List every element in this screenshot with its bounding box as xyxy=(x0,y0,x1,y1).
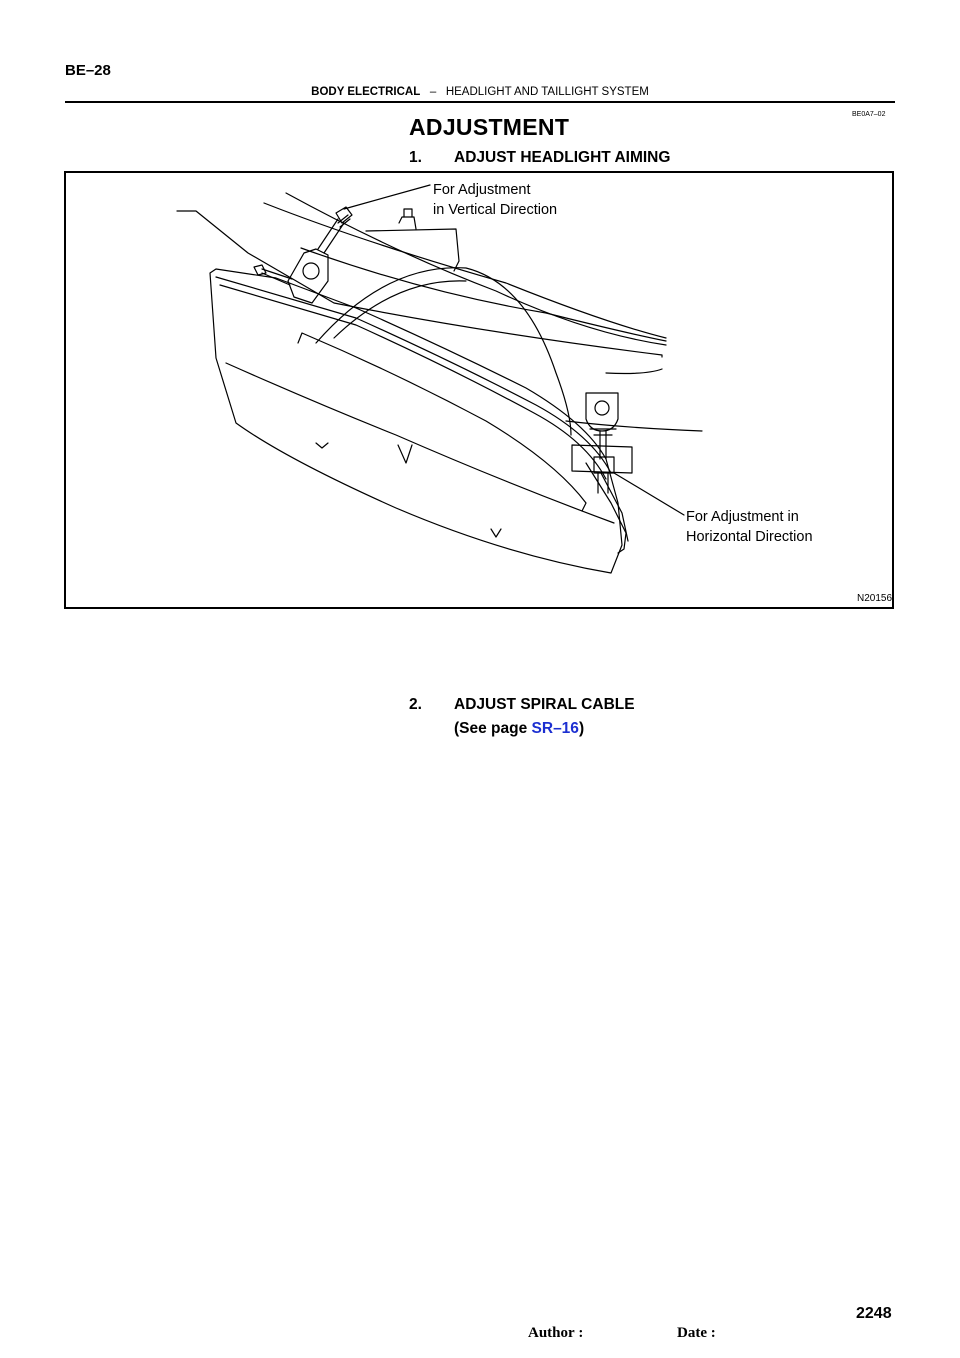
callout-vertical-line-2: in Vertical Direction xyxy=(433,202,558,218)
callout-horizontal-line-1: For Adjustment in xyxy=(686,509,799,525)
header-subsection: HEADLIGHT AND TAILLIGHT SYSTEM xyxy=(445,86,649,98)
step-1-number: 1. xyxy=(409,149,422,166)
page-number: BE–28 xyxy=(65,62,111,79)
callout-vertical xyxy=(433,180,557,220)
callout-vertical-line-1: For Adjustment xyxy=(433,182,531,198)
headlight-figure xyxy=(64,171,894,609)
document-code: BE0A7–02 xyxy=(852,111,886,118)
step-2-text: ADJUST SPIRAL CABLE xyxy=(454,696,635,713)
step-2-reference xyxy=(454,720,584,738)
footer-date-label: Date : xyxy=(677,1325,716,1341)
reference-prefix: (See page xyxy=(454,720,532,737)
step-2-number: 2. xyxy=(409,696,422,713)
running-header xyxy=(0,86,960,98)
footer-author-label: Author : xyxy=(528,1325,584,1341)
footer-page-number: 2248 xyxy=(856,1305,892,1322)
section-title: ADJUSTMENT xyxy=(409,114,570,140)
header-rule xyxy=(65,101,895,103)
callout-horizontal xyxy=(686,507,813,547)
header-separator: – xyxy=(429,86,437,98)
figure-code: N20156 xyxy=(857,593,893,604)
reference-suffix: ) xyxy=(578,720,585,737)
callout-horizontal-line-2: Horizontal Direction xyxy=(686,529,813,545)
step-1-text: ADJUST HEADLIGHT AIMING xyxy=(454,149,671,166)
header-section: BODY ELECTRICAL xyxy=(311,86,421,98)
page-reference-link[interactable]: SR–16 xyxy=(531,720,579,737)
